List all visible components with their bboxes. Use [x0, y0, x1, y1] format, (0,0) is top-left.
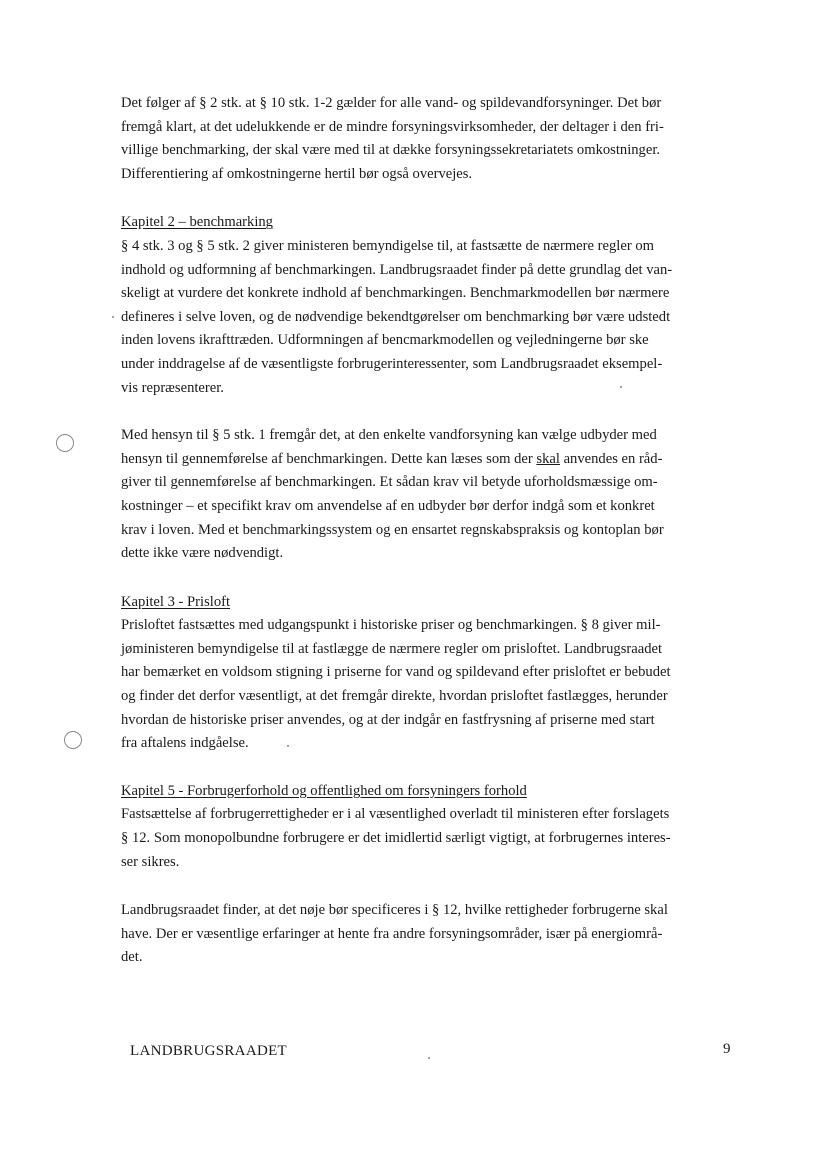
- text-line: jøministeren bemyndigelse til at fastlægge de nærmere regler om prisloftet. Landbrugsraadet: [121, 640, 663, 657]
- text-line: fra aftalens indgåelse.: [121, 735, 249, 752]
- text-line: Det følger af § 2 stk. at § 10 stk. 1-2 gælder for alle vand- og spildevandforsyninger. Det bør: [121, 95, 662, 111]
- text-line: kostninger – et specifikt krav om anvendelse af en udbyder bør derfor indgå som et konkret: [121, 497, 655, 514]
- text-line: vis repræsenterer.: [121, 379, 224, 396]
- text-line: Fastsættelse af forbrugerrettigheder er i al væsentlighed overladt til ministeren efter forslagets: [121, 806, 670, 823]
- emphasis-word: skal: [536, 450, 560, 467]
- text-line: giver til gennemførelse af benchmarkingen. Et sådan krav vil betyde uforholdsmæssige om-: [121, 474, 658, 491]
- text-line: dette ikke være nødvendigt.: [121, 545, 284, 562]
- text-line: har bemærket en voldsom stigning i priserne for vand og spildevand efter prisloftet er bebudet: [121, 664, 671, 681]
- text-line: Med hensyn til § 5 stk. 1 fremgår det, at den enkelte vandforsyning kan vælge udbyder med: [121, 427, 657, 444]
- text-line: hensyn til gennemførelse af benchmarkingen. Dette kan læses som der skal anvendes en råd-: [121, 450, 663, 467]
- section-kapitel-5: [121, 780, 735, 874]
- text-line: og finder det derfor væsentligt, at det fremgår direkte, hvordan prisloftet fastlægges, herunder: [121, 688, 668, 705]
- paragraph-rettigheder: [121, 899, 735, 970]
- scan-speck: [112, 316, 114, 318]
- section-kapitel-2: [121, 211, 735, 400]
- scan-speck: [620, 386, 622, 388]
- section-heading: Kapitel 3 - Prisloft: [121, 593, 231, 610]
- section-kapitel-3: [121, 591, 735, 756]
- text-line: fremgå klart, at det udelukkende er de mindre forsyningsvirksomheder, der deltager i den fri-: [121, 118, 664, 135]
- text-line: villige benchmarking, der skal være med til at dække forsyningssekretariatets omkostninger.: [121, 142, 661, 159]
- paragraph-intro: [121, 92, 735, 186]
- page-number: 9: [723, 1041, 731, 1057]
- text-line: det.: [121, 949, 143, 966]
- scan-speck: [287, 745, 289, 747]
- text-line: Landbrugsraadet finder, at det nøje bør specificeres i § 12, hvilke rettigheder forbrugerne skal: [121, 902, 668, 919]
- text-line: indhold og udformning af benchmarkingen. Landbrugsraadet finder på dette grundlag det van-: [121, 261, 673, 278]
- section-heading: Kapitel 2 – benchmarking: [121, 214, 273, 231]
- text-line: § 12. Som monopolbundne forbrugere er det imidlertid særligt vigtigt, at forbrugernes interes-: [121, 830, 671, 847]
- text-line: hvordan de historiske priser anvendes, og at der indgår en fastfrysning af priserne med start: [121, 711, 655, 728]
- text-line: inden lovens ikrafttræden. Udformningen af bencmarkmodellen og vejledningerne bør ske: [121, 332, 649, 349]
- text-line: Prisloftet fastsættes med udgangspunkt i historiske priser og benchmarkingen. § 8 giver mil-: [121, 617, 661, 634]
- text-line: skeligt at vurdere det konkrete indhold af benchmarkingen. Benchmarkmodellen bør nærmere: [121, 285, 670, 302]
- text-line: defineres i selve loven, og de nødvendige bekendtgørelser om benchmarking bør være udstedt: [121, 308, 671, 325]
- punch-hole-top: [56, 434, 74, 452]
- document-body: [121, 92, 735, 995]
- text-line: under inddragelse af de væsentligste forbrugerinteressenter, som Landbrugsraadet eksempel-: [121, 355, 663, 372]
- section-heading: Kapitel 5 - Forbrugerforhold og offentlighed om forsyningers forhold: [121, 782, 527, 799]
- scan-speck: [428, 1057, 430, 1059]
- text-line: krav i loven. Med et benchmarkingssystem og en ensartet regnskabspraksis og kontoplan bør: [121, 521, 664, 538]
- paragraph-udbyder: [121, 424, 735, 566]
- text-line: Differentiering af omkostningerne hertil bør også overvejes.: [121, 165, 473, 182]
- footer-organization: LANDBRUGSRAADET: [130, 1043, 288, 1059]
- text-line: § 4 stk. 3 og § 5 stk. 2 giver ministeren bemyndigelse til, at fastsætte de nærmere regler om: [121, 237, 654, 254]
- text-line: ser sikres.: [121, 853, 180, 870]
- punch-hole-bottom: [64, 731, 82, 749]
- text-line: have. Der er væsentlige erfaringer at hente fra andre forsyningsområder, især på energiområ-: [121, 925, 663, 942]
